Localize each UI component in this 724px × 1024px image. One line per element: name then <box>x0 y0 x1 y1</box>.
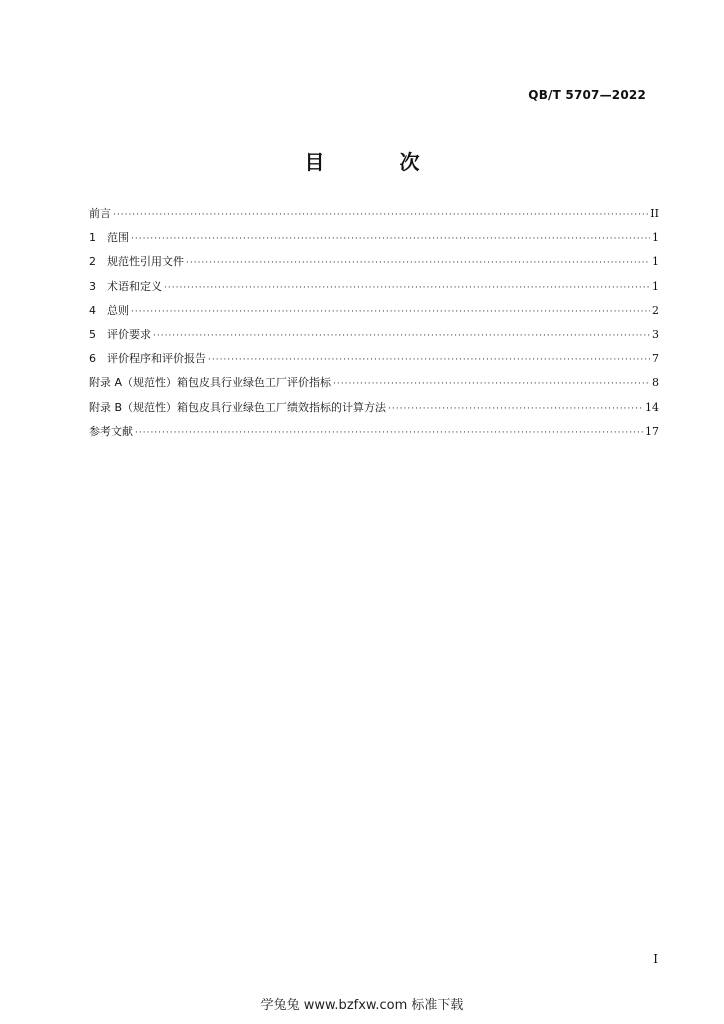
toc-leader-dots <box>153 331 650 341</box>
toc-entry-label: 评价要求 <box>107 327 151 341</box>
toc-entry-evaluation-requirements[interactable] <box>89 326 659 350</box>
toc-entry-label: 范围 <box>107 231 129 245</box>
table-of-contents <box>89 205 659 447</box>
toc-entry-number: 4 <box>89 303 96 317</box>
toc-entry-label: 附录 A（规范性）箱包皮具行业绿色工厂评价指标 <box>89 376 332 390</box>
toc-entry-scope[interactable] <box>89 229 659 253</box>
toc-entry-label: 前言 <box>89 207 111 220</box>
toc-entry-page: II <box>650 207 659 220</box>
toc-entry-page: 1 <box>652 279 659 293</box>
toc-leader-dots <box>113 210 648 220</box>
toc-leader-dots <box>186 258 650 268</box>
toc-leader-dots <box>388 404 643 414</box>
toc-entry-number: 5 <box>89 327 96 341</box>
toc-entry-appendix-a[interactable] <box>89 374 659 398</box>
toc-entry-label: 规范性引用文件 <box>107 255 184 269</box>
toc-entry-page: 2 <box>652 303 659 317</box>
toc-entry-page: 1 <box>652 231 659 245</box>
toc-entry-bibliography[interactable] <box>89 423 659 447</box>
toc-leader-dots <box>208 355 650 365</box>
toc-entry-page: 3 <box>652 327 659 341</box>
toc-entry-number: 3 <box>89 279 96 293</box>
toc-entry-foreword[interactable] <box>89 205 659 229</box>
toc-entry-terms-definitions[interactable] <box>89 278 659 302</box>
toc-entry-number: 6 <box>89 352 96 366</box>
toc-entry-number: 2 <box>89 255 96 269</box>
toc-entry-page: 1 <box>652 255 659 269</box>
toc-entry-page: 14 <box>645 400 659 414</box>
page-title: 目 次 <box>304 150 454 174</box>
toc-entry-label: 附录 B（规范性）箱包皮具行业绿色工厂绩效指标的计算方法 <box>89 400 387 414</box>
toc-entry-page: 17 <box>645 424 659 438</box>
page-number: I <box>653 952 658 966</box>
toc-entry-normative-references[interactable] <box>89 253 659 277</box>
toc-leader-dots <box>333 379 650 389</box>
toc-entry-label: 总则 <box>107 303 129 317</box>
toc-entry-label: 术语和定义 <box>107 279 162 293</box>
toc-leader-dots <box>164 283 650 293</box>
toc-leader-dots <box>131 234 650 244</box>
toc-entry-general[interactable] <box>89 302 659 326</box>
toc-entry-appendix-b[interactable] <box>89 399 659 423</box>
toc-entry-label: 参考文献 <box>89 424 133 438</box>
toc-leader-dots <box>131 307 650 317</box>
document-code: QB/T 5707—2022 <box>528 88 646 102</box>
toc-entry-page: 8 <box>652 376 659 390</box>
toc-entry-number: 1 <box>89 231 96 245</box>
toc-leader-dots <box>135 428 643 438</box>
toc-entry-label: 评价程序和评价报告 <box>107 352 206 366</box>
toc-entry-page: 7 <box>652 352 659 366</box>
toc-entry-evaluation-procedure[interactable] <box>89 350 659 374</box>
watermark-text: 学兔兔 www.bzfxw.com 标准下载 <box>260 998 464 1013</box>
